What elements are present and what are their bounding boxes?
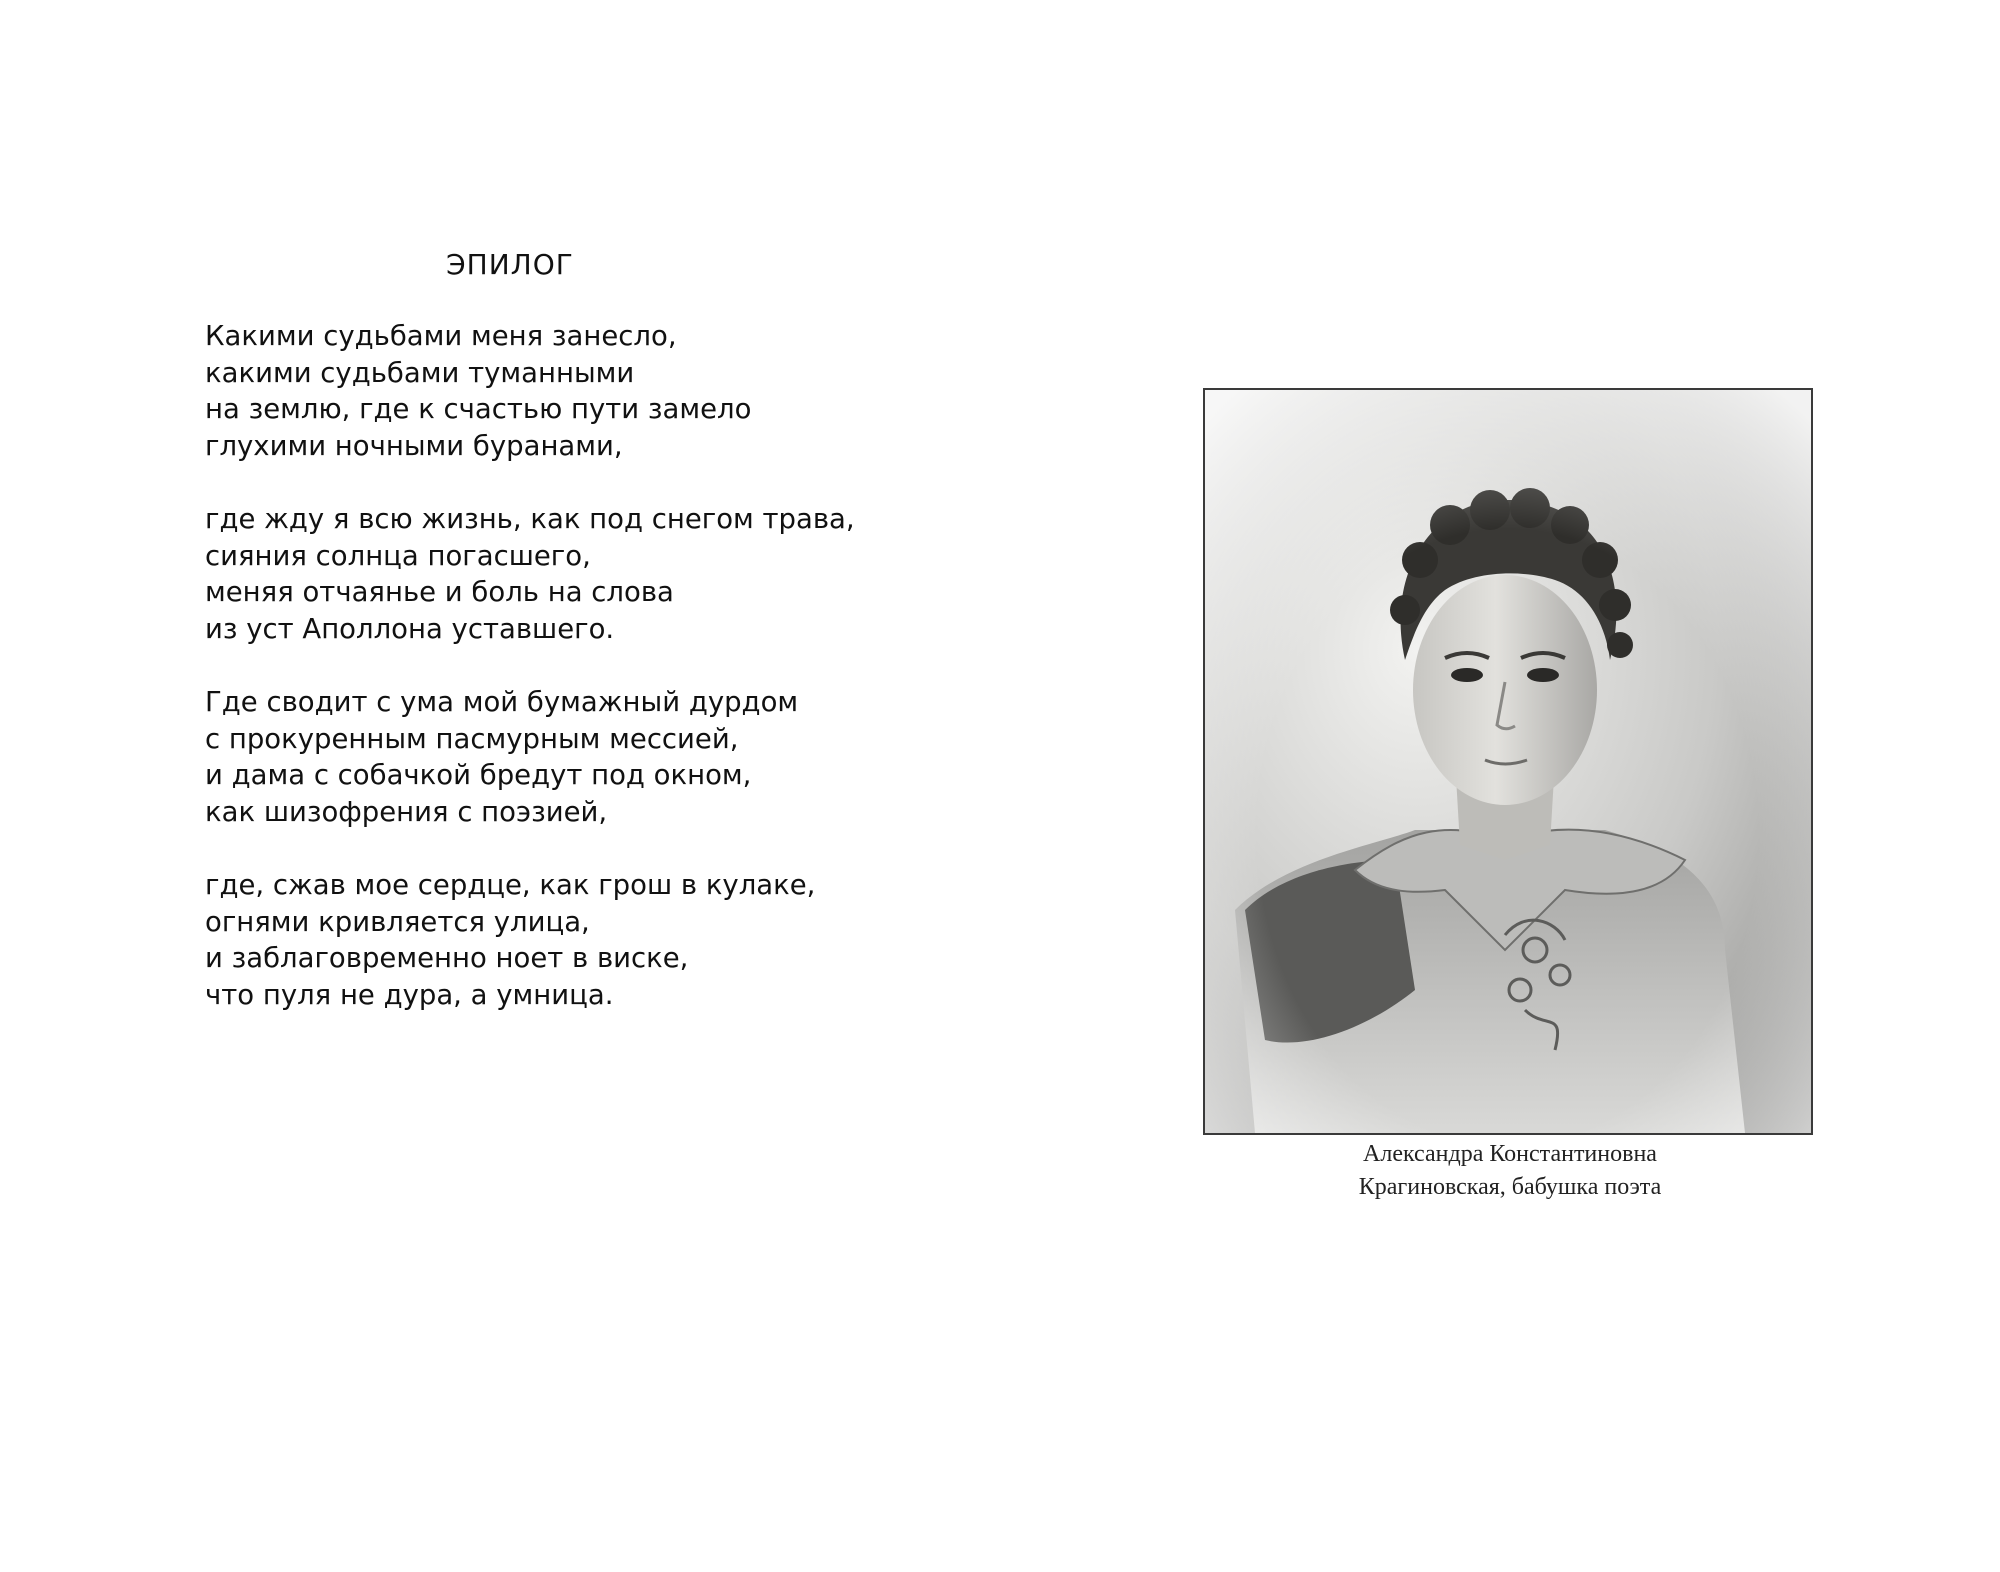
stanza [205, 318, 905, 464]
poem-line: на землю, где к счастью пути замело [205, 393, 752, 425]
poem-line: как шизофрения с поэзией, [205, 795, 608, 828]
caption-line: Крагиновская, бабушка поэта [1358, 1174, 1662, 1200]
poem-line: что пуля не дура, а умница. [205, 978, 614, 1011]
poem-line: где жду я всю жизнь, как под снегом трава, [205, 503, 855, 535]
caption-line: Александра Константиновна [1363, 1141, 1657, 1167]
poem-line: Где сводит с ума мой бумажный дурдом [205, 686, 799, 718]
poem-line: с прокуренным пасмурным мессией, [205, 722, 739, 755]
stanza [205, 867, 905, 1013]
poem-line: меняя отчаянье и боль на слова [205, 576, 674, 608]
poem-line: Какими судьбами меня занесло, [205, 320, 677, 352]
poem-line: и заблаговременно ноет в виске, [205, 942, 689, 974]
poem-line: глухими ночными буранами, [205, 429, 623, 462]
poem-title: ЭПИЛОГ [446, 248, 574, 281]
poem-line: сияния солнца погасшего, [205, 539, 591, 572]
poem-line: из уст Аполлона уставшего. [205, 612, 615, 645]
stanza [205, 501, 905, 647]
poem-line: огнями кривляется улица, [205, 905, 590, 938]
poem-line: и дама с собачкой бредут под окном, [205, 759, 752, 791]
poem-text [205, 318, 905, 1013]
poem-line: где, сжав мое сердце, как грош в кулаке, [205, 869, 816, 901]
photo-caption [1230, 1138, 1790, 1204]
stanza [205, 684, 905, 830]
portrait-image [1205, 390, 1811, 1133]
poem-line: какими судьбами туманными [205, 356, 635, 389]
portrait-photo [1203, 388, 1813, 1135]
